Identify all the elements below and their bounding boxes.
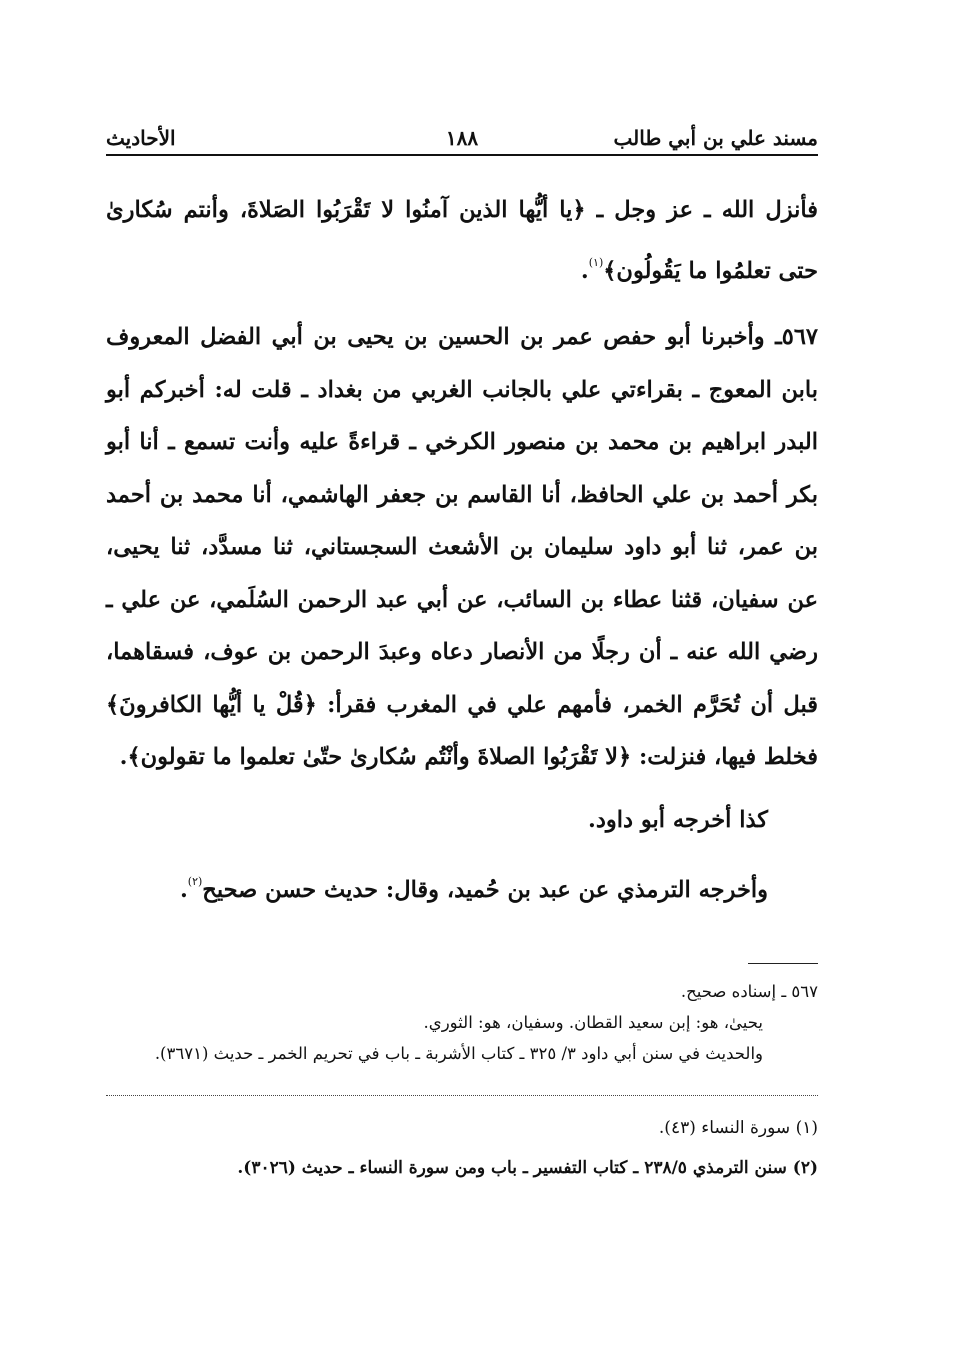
hadith-text: وأخبرنا أبو حفص عمر بن الحسين بن يحيى بن أبي الفضل المعروف بابن المعوج ـ بقراءتي علي بالجانب الغربي من بغداد ـ قلت له: أخبركم أبو البدر ابراهيم بن محمد بن منصور الكرخي ـ قراءةً عليه وأنت تسمع ـ أنا أبو بكر أحمد بن علي الحافظ، أنا القاسم بن جعفر الهاشمي، أنا محمد بن أحمد بن عمر، ثنا أبو داود سليمان بن الأشعث السجستاني، ثنا مسدَّد، ثنا يحيى، عن سفيان، قثنا عطاء بن السائب، عن أبي عبد الرحمن السُلَمي، عن علي ـ رضي الله عنه ـ أن رجلًا من الأنصار دعاه وعبدَ الرحمن بن عوف، فسقاهما، قبل أن تُحَرَّم الخمر، فأمهم علي في المغرب فقرأ: ﴿قُلْ يا أيُّها الكافرونَ﴾ فخلط فيها، فنزلت: ﴿لا تَقْرَبُوا الصلاةَ وأنْتُم سُكارىٰ حتّىٰ تعلموا ما تقولون﴾. [106,324,818,770]
footnote-1: (١) سورة النساء (٤٣). [658,1117,818,1138]
footnotes-divider [106,1095,818,1096]
note-line-3: والحديث في سنن أبي داود ٣/ ٣٢٥ ـ كتاب الأشربة ـ باب في تحريم الخمر ـ حديث (٣٦٧١). [154,1043,763,1063]
note-line-1: ٥٦٧ ـ إسناده صحيح. [680,981,818,1001]
header-section-title: الأحاديث [106,126,176,150]
footnote-marker-2: (٢) [187,875,203,888]
note-line-2: يحيىٰ، هو: إبن سعيد القطان. وسفيان، هو: الثوري. [423,1012,763,1032]
paragraph-hadith-567 [106,311,818,784]
page-number: ١٨٨ [445,126,479,150]
hadith-number: ٥٦٧ـ [775,324,818,350]
paragraph-verse-intro [106,184,818,297]
main-text [106,184,818,917]
paragraph-end: . [179,877,188,903]
footnotes [106,1108,818,1188]
footnote-2: (٢) سنن الترمذي ٢٣٨/٥ ـ كتاب التفسير ـ باب ومن سورة النساء ـ حديث (٣٠٢٦). [237,1157,818,1178]
editor-notes [106,976,818,1069]
footnote-marker-1: (١) [588,255,604,269]
paragraph-tirmidhi [106,856,818,917]
notes-divider [748,963,818,964]
paragraph-text: فأنزل الله ـ عز وجل ـ ﴿يا أيُّها الذين آمنُوا لا تَقْرَبُوا الصَلاةَ، وأنتم سُكارىٰ حتى تعلمُوا ما يَقُولُون﴾ [106,197,818,284]
header-book-title: مسند علي بن أبي طالب [613,126,818,150]
running-header [106,110,818,156]
paragraph-source-note: كذا أخرجه أبو داود. [588,806,768,833]
paragraph-text: وأخرجه الترمذي عن عبد بن حُميد، وقال: حديث حسن صحيح [202,877,768,903]
book-page [106,110,818,1355]
paragraph-end: . [580,257,589,284]
